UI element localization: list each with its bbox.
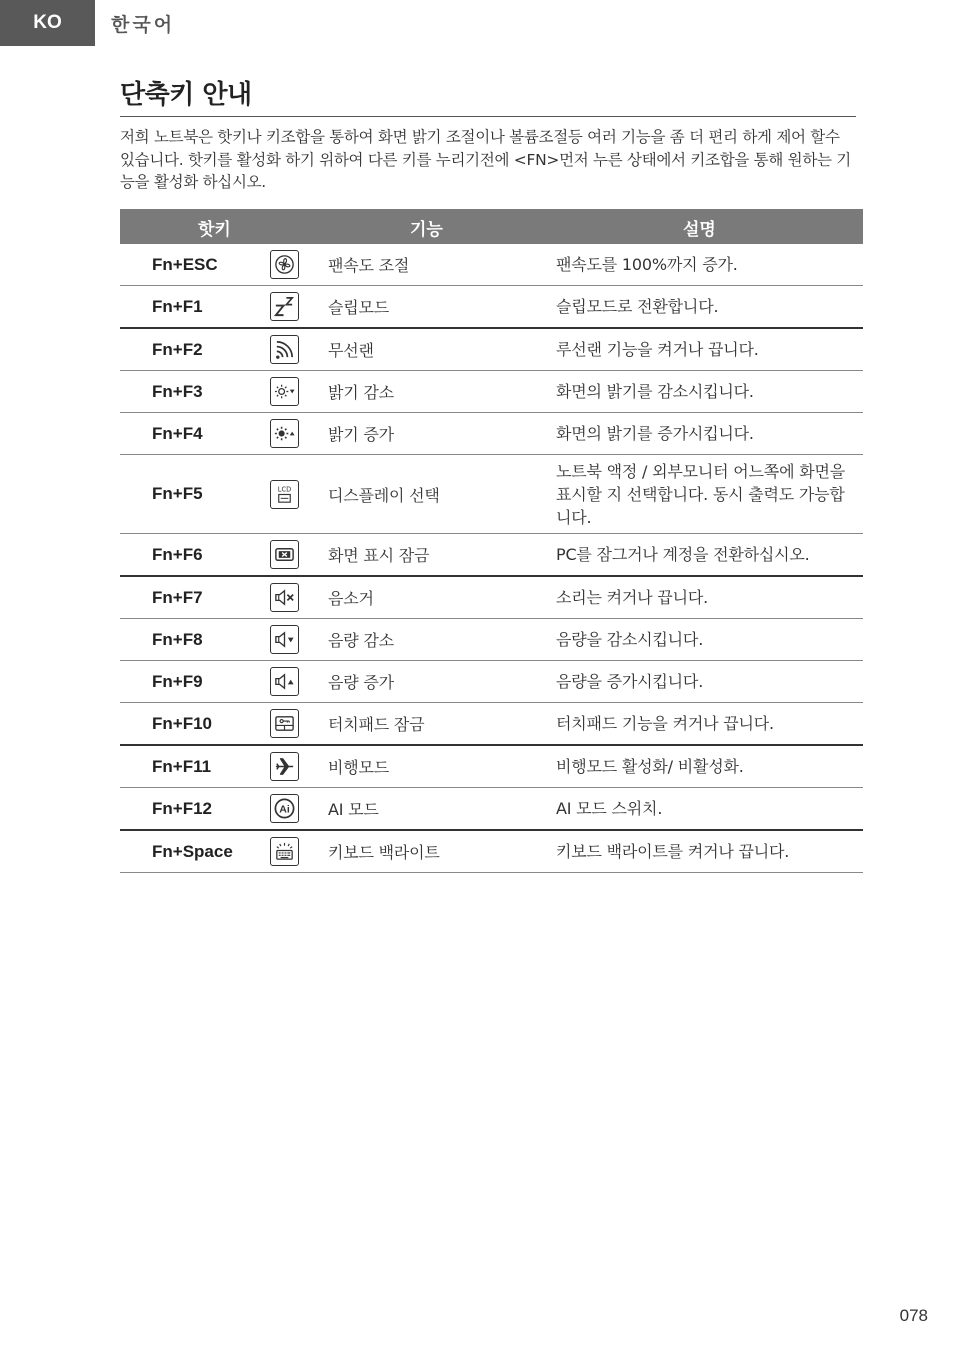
intro-paragraph: 저희 노트북은 핫키나 키조합을 통하여 화면 밝기 조절이나 볼륨조절등 여러 기능을 좀 더 편리 하게 제어 할수 있습니다. 핫키를 활성화 하기 위하여 다른 키를 누리기전에 <FN>먼저 누른 상태에서 키조합을 통해 원하는 기능을 활성화 하십시오. (120, 128, 851, 191)
volume-down-icon (270, 625, 299, 654)
table-row (120, 534, 863, 577)
table-row (120, 788, 863, 831)
description-text: 키보드 백라이트를 켜거나 끕니다. (556, 842, 790, 861)
table-row (120, 619, 863, 661)
description-text: 루선랜 기능을 켜거나 끕니다. (556, 340, 759, 359)
function-label: 무선랜 (328, 341, 374, 360)
svg-text:Ai: Ai (279, 803, 290, 816)
description-text: 비행모드 활성화/ 비활성화. (556, 757, 744, 776)
description-text: 슬립모드로 전환합니다. (556, 297, 719, 316)
hotkey-label: Fn+F7 (152, 587, 203, 607)
hotkey-label: Fn+F10 (152, 713, 212, 733)
hotkey-label: Fn+F3 (152, 381, 203, 401)
hotkey-label: Fn+F1 (152, 296, 203, 316)
page-number: 078 (899, 1306, 928, 1325)
hotkey-label: Fn+Space (152, 841, 233, 861)
table-header (120, 209, 863, 244)
hotkey-label: Fn+F2 (152, 339, 203, 359)
hotkey-label: Fn+F6 (152, 544, 203, 564)
table-row (120, 371, 863, 413)
table-row (120, 577, 863, 619)
description-text: AI 모드 스위치. (556, 799, 663, 818)
description-text: 터치패드 기능을 켜거나 끕니다. (556, 714, 774, 733)
table-row (120, 746, 863, 788)
airplane-icon (270, 752, 299, 781)
svg-text:LCD: LCD (277, 485, 292, 494)
function-label: 슬립모드 (328, 298, 390, 317)
language-code-tab: KO (0, 0, 95, 46)
description-text: 소리는 켜거나 끕니다. (556, 588, 708, 607)
header-hotkey: 핫키 (198, 220, 231, 240)
table-row (120, 413, 863, 455)
function-label: 음량 증가 (328, 673, 394, 692)
hotkey-label: Fn+F11 (152, 756, 212, 776)
hotkey-label: Fn+F5 (152, 484, 203, 503)
hotkey-label: Fn+F8 (152, 629, 203, 649)
function-label: 밝기 증가 (328, 425, 394, 444)
page-title: 단축키 안내 (120, 80, 252, 110)
table-row (120, 831, 863, 873)
function-label: 키보드 백라이트 (328, 843, 440, 862)
description-text: 팬속도를 100%까지 증가. (556, 255, 738, 274)
ai-icon (270, 794, 299, 823)
header-description: 설명 (683, 220, 716, 240)
wireless-icon (270, 335, 299, 364)
lcd-display-icon (270, 480, 299, 509)
function-label: 화면 표시 잠금 (328, 546, 430, 565)
description-text: 화면의 밝기를 증가시킵니다. (556, 424, 754, 443)
hotkey-label: Fn+ESC (152, 254, 218, 274)
brightness-down-icon (270, 377, 299, 406)
title-divider (120, 116, 856, 117)
description-text: 음량을 증가시킵니다. (556, 672, 704, 691)
sleep-zz-icon (270, 292, 299, 321)
hotkey-label: Fn+F4 (152, 423, 203, 443)
screen-lock-icon (270, 540, 299, 569)
language-name: 한국어 (111, 14, 176, 36)
description-text: 화면의 밝기를 감소시킵니다. (556, 382, 754, 401)
keyboard-backlight-icon (270, 837, 299, 866)
function-label: 음소거 (328, 589, 374, 608)
function-label: 디스플레이 선택 (328, 485, 440, 505)
function-label: 밝기 감소 (328, 383, 394, 402)
table-row (120, 703, 863, 746)
hotkey-table (120, 209, 863, 873)
function-label: AI 모드 (328, 800, 379, 819)
function-label: 팬속도 조절 (328, 256, 410, 275)
hotkey-label: Fn+F12 (152, 798, 212, 818)
volume-up-icon (270, 667, 299, 696)
hotkey-label: Fn+F9 (152, 671, 203, 691)
table-row (120, 244, 863, 286)
description-text: PC를 잠그거나 계정을 전환하십시오. (556, 545, 810, 564)
function-label: 터치패드 잠금 (328, 715, 425, 734)
table-row (120, 286, 863, 329)
touchpad-lock-icon (270, 709, 299, 738)
fan-icon (270, 250, 299, 279)
brightness-up-icon (270, 419, 299, 448)
mute-icon (270, 583, 299, 612)
description-text: 음량을 감소시킵니다. (556, 630, 704, 649)
table-row (120, 329, 863, 371)
function-label: 음량 감소 (328, 631, 394, 650)
function-label: 비행모드 (328, 758, 390, 777)
table-row (120, 455, 863, 534)
header-function: 기능 (410, 220, 443, 240)
table-row (120, 661, 863, 703)
description-text: 노트북 액정 / 외부모니터 어느쪽에 화면을 표시할 지 선택합니다. 동시 출력도 가능합니다. (556, 461, 845, 527)
